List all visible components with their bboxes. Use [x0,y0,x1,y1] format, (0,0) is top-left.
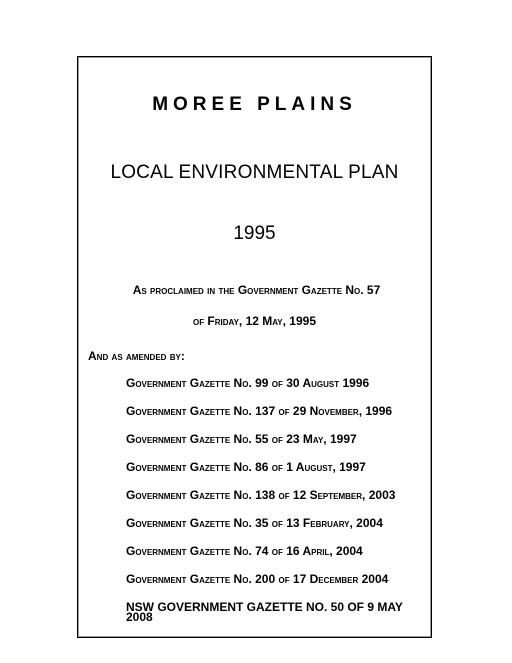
amendment-item: Government Gazette No. 55 of 23 May, 1997 [126,432,357,446]
amendment-list [126,378,426,630]
amendment-item: Government Gazette No. 86 of 1 August, 1997 [126,460,366,474]
plan-title: LOCAL ENVIRONMENTAL PLAN [110,162,399,183]
plan-year: 1995 [233,223,276,244]
council-name: MOREE PLAINS [152,94,357,115]
amendment-item: Government Gazette No. 200 of 17 December 2004 [126,572,389,586]
proclamation-text: As proclaimed in the Government Gazette No. 57 [132,283,381,297]
amendment-item: Government Gazette No. 137 of 29 November, 1996 [126,404,393,418]
amendment-item: Government Gazette No. 99 of 30 August 1996 [126,376,370,390]
amendment-item: NSW GOVERNMENT GAZETTE NO. 50 OF 9 MAY 2008 [126,600,403,624]
amendment-item: Government Gazette No. 35 of 13 February, 2004 [126,516,383,530]
proclamation-date: of Friday, 12 May, 1995 [192,314,317,328]
amendment-item: Government Gazette No. 138 of 12 September, 2003 [126,488,396,502]
amendment-item: Government Gazette No. 74 of 16 April, 2004 [126,544,363,558]
document-frame [77,56,432,638]
amended-heading: And as amended by: [88,349,185,363]
